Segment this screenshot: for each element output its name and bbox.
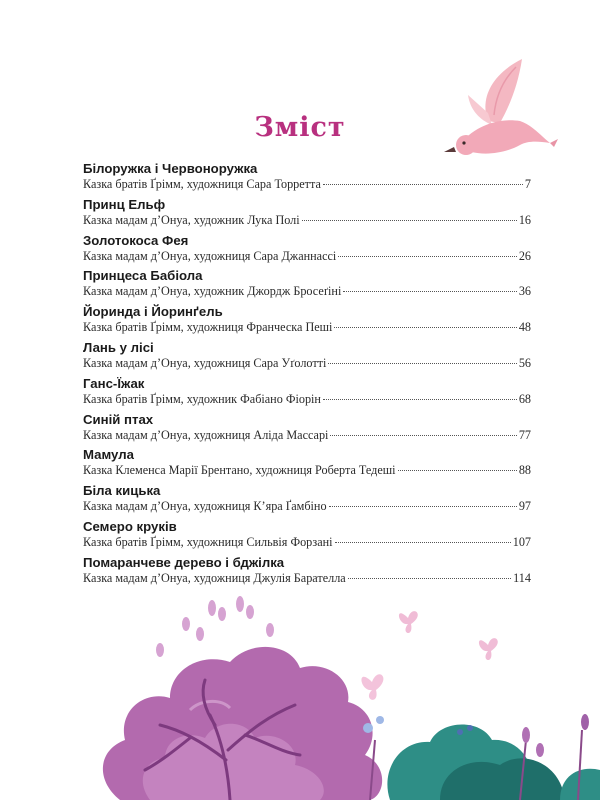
butterfly-2 xyxy=(479,638,498,660)
toc-entry[interactable] xyxy=(83,197,531,233)
entry-title: Біла кицька xyxy=(83,483,161,499)
entry-subtitle: Казка братів Ґрімм, художниця Сильвія Форзані xyxy=(83,534,333,549)
toc-entry[interactable] xyxy=(83,268,531,304)
dot-leader xyxy=(343,291,516,292)
entry-title: Принц Ельф xyxy=(83,196,166,212)
toc-entry[interactable] xyxy=(83,555,531,591)
entry-page-number: 36 xyxy=(518,284,531,299)
dot-leader xyxy=(398,470,517,471)
entry-subtitle: Казка мадам д’Онуа, художниця Сара Джаннассі xyxy=(83,248,337,263)
entry-subtitle: Казка мадам д’Онуа, художниця Джулія Барателла xyxy=(83,570,346,585)
entry-subtitle: Казка мадам д’Онуа, художниця К’яра Ґамбіно xyxy=(83,499,327,514)
entry-subtitle: Казка братів Ґрімм, художниця Сара Торретта xyxy=(83,177,321,191)
dot-leader xyxy=(348,578,511,579)
bushes xyxy=(387,724,600,800)
entry-title: Мамула xyxy=(83,447,134,463)
bottom-illustration xyxy=(0,590,600,800)
butterfly-3 xyxy=(361,674,383,700)
dot-leader xyxy=(302,220,517,221)
entry-title: Золотокоса Фея xyxy=(83,232,189,248)
dot-leader xyxy=(330,435,516,436)
entry-page-number: 114 xyxy=(513,570,531,585)
tree-crown xyxy=(103,647,382,800)
entry-subtitle: Казка мадам д’Онуа, художник Лука Полі xyxy=(83,212,300,227)
page-title: Зміст xyxy=(254,112,346,143)
table-of-contents xyxy=(83,161,531,591)
entry-title: Помаранчеве дерево і бджілка xyxy=(83,554,285,570)
entry-subtitle: Казка мадам д’Онуа, художниця Сара Уґолотті xyxy=(83,355,327,370)
bird-head xyxy=(456,135,476,155)
toc-entry[interactable] xyxy=(83,519,531,555)
entry-title: Йоринда і Йоринґель xyxy=(83,304,223,320)
toc-entry[interactable] xyxy=(83,161,531,197)
entry-page-number: 77 xyxy=(518,427,531,442)
toc-entry[interactable] xyxy=(83,483,531,519)
toc-entry[interactable] xyxy=(83,447,531,483)
entry-title: Білоружка і Червоноружка xyxy=(83,161,258,176)
bird-beak xyxy=(444,147,456,152)
toc-entry[interactable] xyxy=(83,376,531,412)
entry-title: Лань у лісі xyxy=(83,339,154,355)
bird-upper-wing xyxy=(485,59,522,123)
dot-leader xyxy=(323,184,523,185)
dot-leader xyxy=(323,399,517,400)
entry-page-number: 97 xyxy=(518,499,531,514)
entry-page-number: 88 xyxy=(518,463,531,478)
toc-entry[interactable] xyxy=(83,412,531,448)
entry-title: Принцеса Бабіола xyxy=(83,268,203,284)
entry-page-number: 16 xyxy=(518,212,531,227)
toc-entry[interactable] xyxy=(83,340,531,376)
dot-leader xyxy=(329,506,517,507)
entry-subtitle: Казка братів Ґрімм, художник Фабіано Фіорін xyxy=(83,391,321,406)
dot-leader xyxy=(334,327,516,328)
entry-page-number: 26 xyxy=(518,248,531,263)
entry-title: Синій птах xyxy=(83,411,154,427)
bird-eye xyxy=(462,141,465,144)
bird-illustration xyxy=(440,55,560,170)
entry-subtitle: Казка братів Ґрімм, художниця Франческа Пеші xyxy=(83,320,333,335)
entry-page-number: 7 xyxy=(524,177,531,191)
toc-entry[interactable] xyxy=(83,304,531,340)
dot-leader xyxy=(328,363,516,364)
entry-title: Семеро круків xyxy=(83,518,177,534)
entry-subtitle: Казка мадам д’Онуа, художник Джордж Бросеґіні xyxy=(83,284,342,299)
entry-page-number: 56 xyxy=(518,355,531,370)
entry-subtitle: Казка Клеменса Марії Брентано, художниця Роберта Тедеші xyxy=(83,463,396,478)
toc-entry[interactable] xyxy=(83,233,531,269)
dot-leader xyxy=(338,256,517,257)
dot-leader xyxy=(335,542,511,543)
butterfly-1 xyxy=(399,611,418,633)
entry-page-number: 48 xyxy=(518,320,531,335)
entry-page-number: 107 xyxy=(512,534,531,549)
entry-title: Ганс-Їжак xyxy=(83,375,145,391)
entry-subtitle: Казка мадам д’Онуа, художниця Аліда Массарі xyxy=(83,427,329,442)
entry-page-number: 68 xyxy=(518,391,531,406)
